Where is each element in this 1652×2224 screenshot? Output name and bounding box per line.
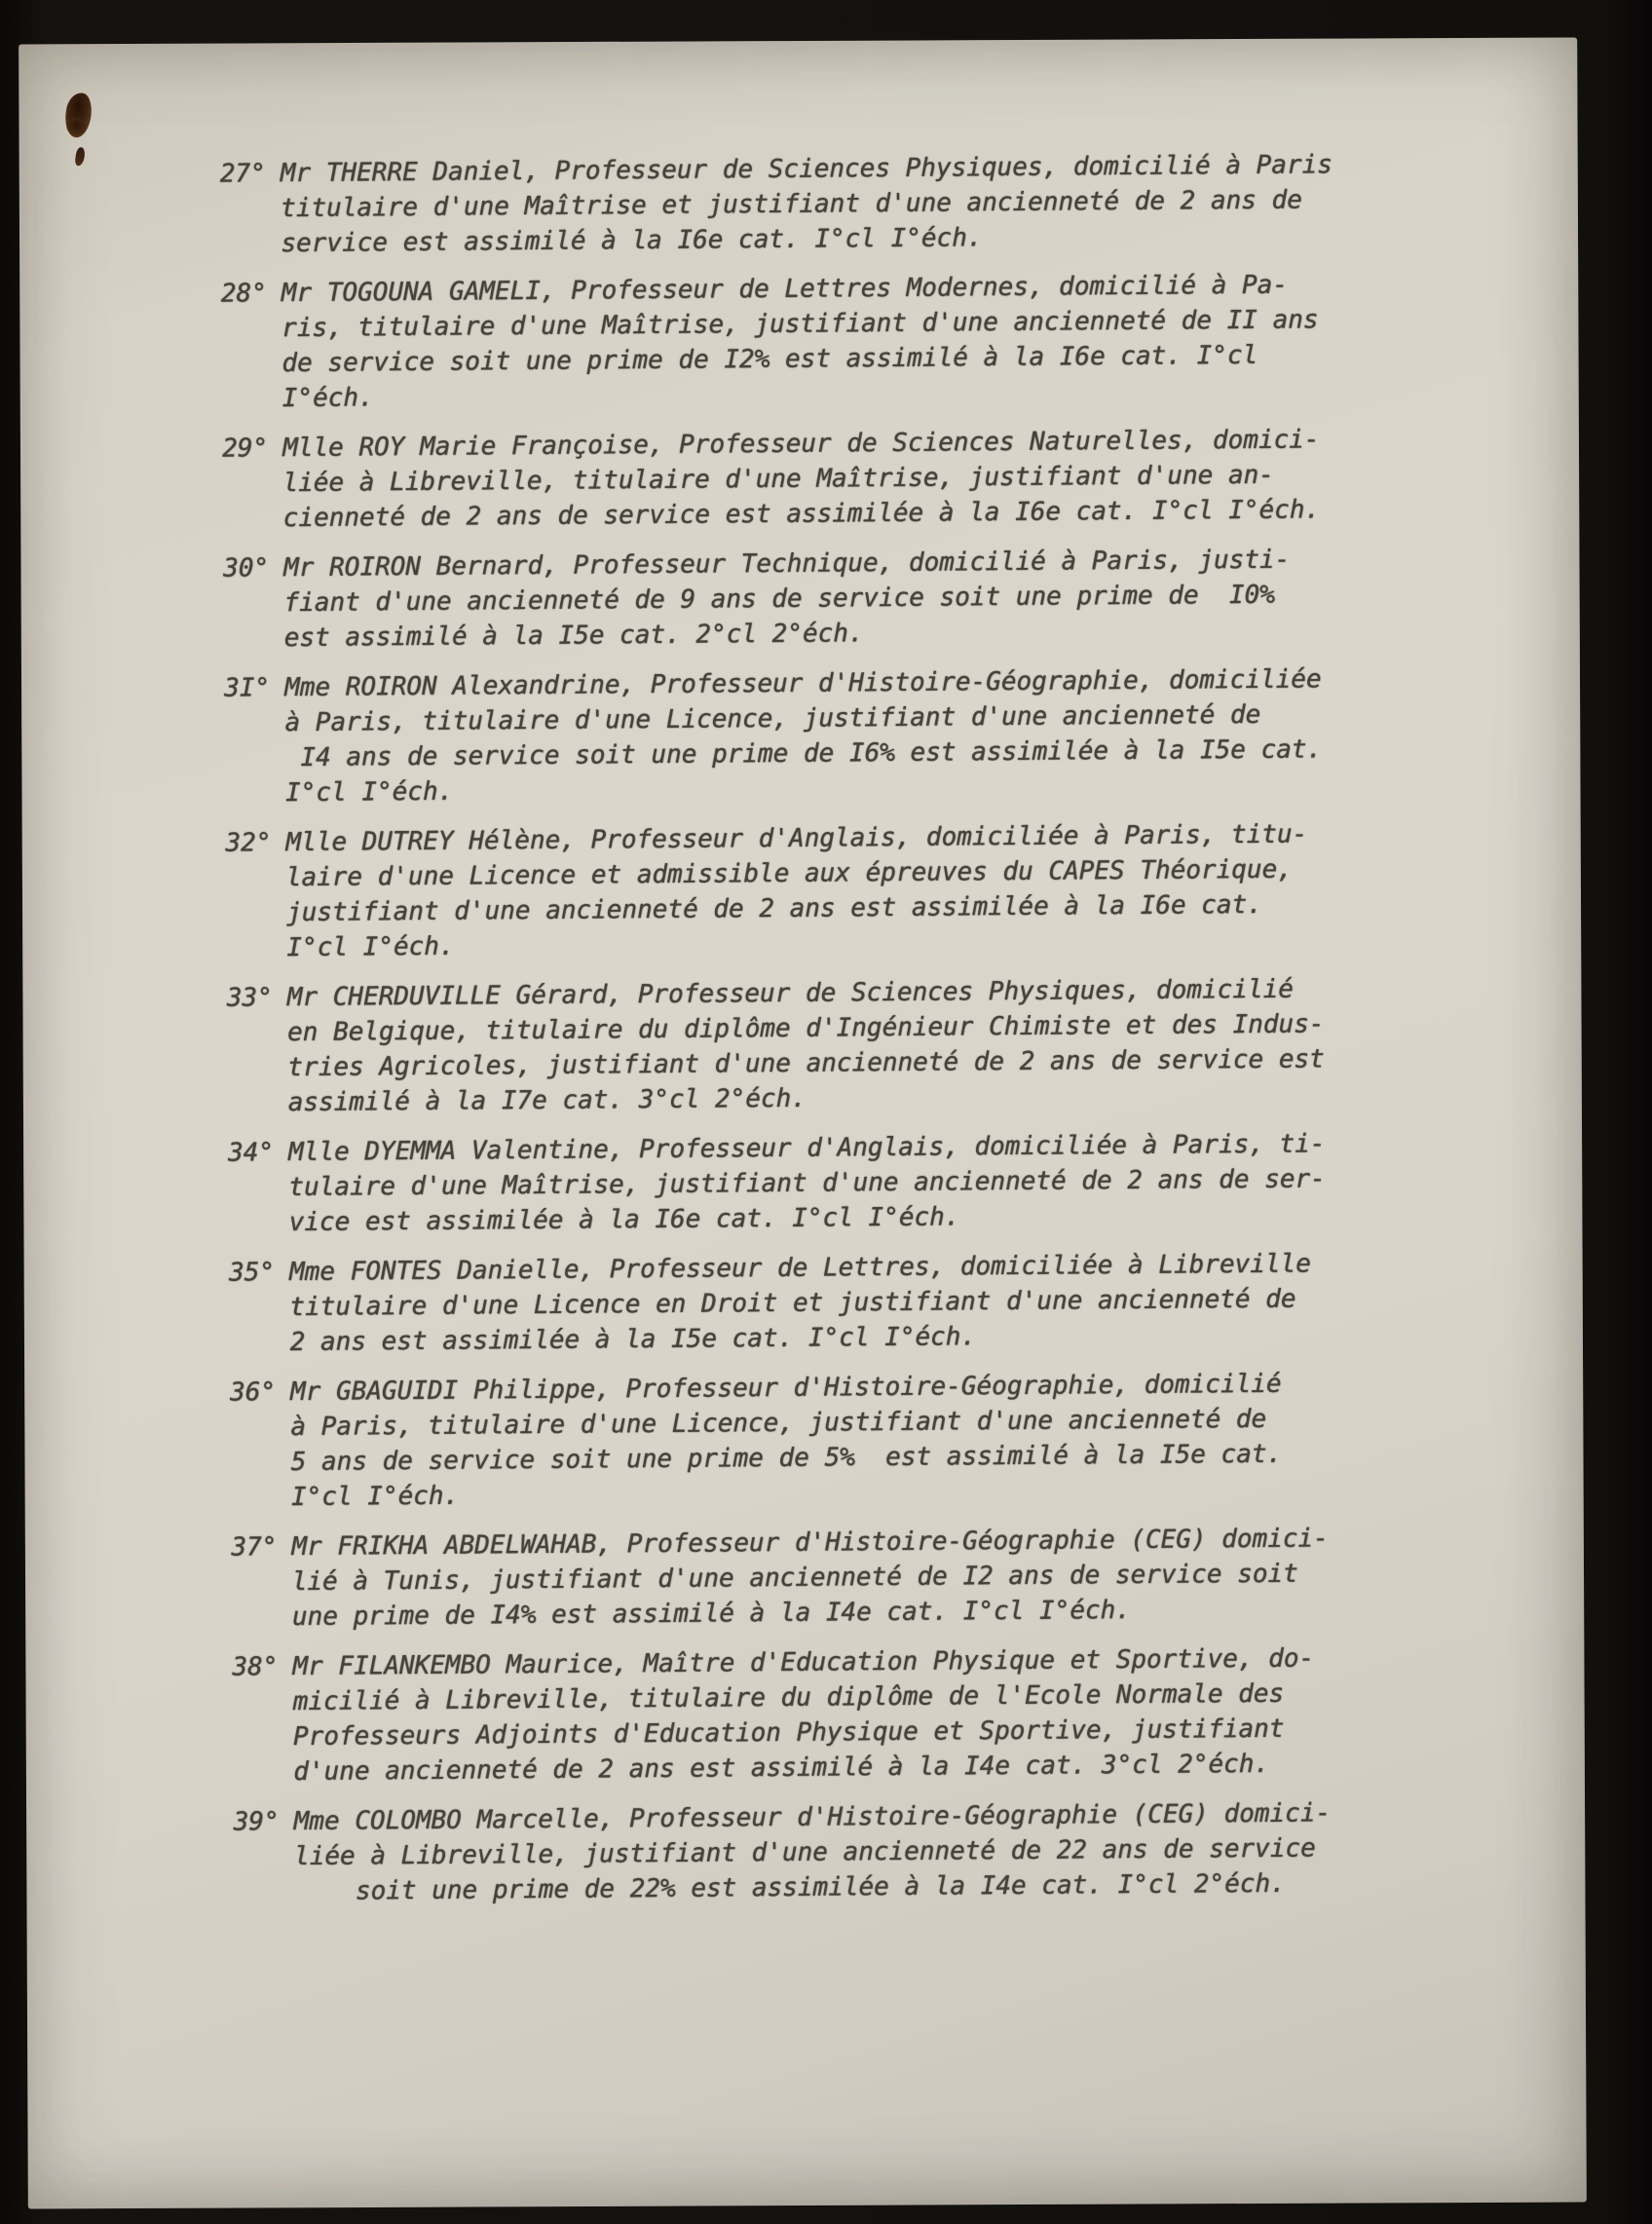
entry-line: une prime de I4% est assimilé à la I4e cat. I°cl I°éch. (291, 1595, 1131, 1633)
entry-line: Mlle DUTREY Hélène, Professeur d'Anglais, domiciliée à Paris, titu- (285, 819, 1308, 858)
entry-line: liée à Libreville, titulaire d'une Maîtrise, justifiant d'une an- (282, 460, 1274, 499)
list-item (228, 1126, 1383, 1241)
entry-line: d'une ancienneté de 2 ans est assimilé à la I4e cat. 3°cl 2°éch. (293, 1749, 1270, 1788)
entry-line: en Belgique, titulaire du diplôme d'Ingénieur Chimiste et des Indus- (286, 1009, 1325, 1048)
entry-line: Mr ROIRON Bernard, Professeur Technique, domicilié à Paris, justi- (283, 545, 1291, 584)
entry-line: laire d'une Licence et admissible aux épreuves du CAPES Théorique, (285, 854, 1293, 893)
entry-line: à Paris, titulaire d'une Licence, justifiant d'une ancienneté de (290, 1404, 1267, 1443)
entry-number: 32° (225, 828, 272, 858)
list-item (220, 147, 1375, 262)
list-item (230, 1366, 1385, 1516)
entry-line: I°cl I°éch. (290, 1481, 460, 1513)
entry-line: à Paris, titulaire d'une Licence, justifiant d'une ancienneté de (284, 699, 1261, 738)
entry-line: tulaire d'une Maîtrise, justifiant d'une ancienneté de 2 ans de ser- (288, 1164, 1326, 1203)
entry-line: est assimilé à la I5e cat. 2°cl 2°éch. (283, 619, 864, 654)
entry-line: Mr CHERDUVILLE Gérard, Professeur de Sciences Physiques, domicilié (286, 974, 1294, 1013)
entry-number: 3I° (224, 673, 271, 703)
entry-line: Mr THERRE Daniel, Professeur de Sciences Physiques, domicilié à Paris (280, 150, 1333, 189)
list-item (225, 816, 1380, 966)
entry-line: Mr GBAGUIDI Philippe, Professeur d'Histoire-Géographie, domicilié (289, 1369, 1282, 1408)
entry-list (220, 147, 1389, 1925)
entry-line: Mr FILANKEMBO Maurice, Maître d'Education Physique et Sportive, do- (292, 1643, 1315, 1682)
entry-number: 33° (226, 983, 273, 1013)
entry-line: service est assimilé à la I6e cat. I°cl I°éch. (281, 223, 983, 259)
entry-line: Mr FRIKHA ABDELWAHAB, Professeur d'Histoire-Géographie (CEG) domici- (291, 1524, 1329, 1563)
entry-line: I°cl I°éch. (284, 776, 454, 809)
entry-line: tries Agricoles, justifiant d'une ancienneté de 2 ans de service est (287, 1044, 1325, 1083)
entry-line: I°éch. (282, 383, 374, 414)
entry-line: I4 ans de service soit une prime de I6% est assimilée à la I5e cat. (284, 735, 1323, 773)
list-item (222, 422, 1377, 537)
entry-line: 5 ans de service soit une prime de 5% est assimilé à la I5e cat. (290, 1439, 1283, 1478)
entry-line: ris, titulaire d'une Maîtrise, justifiant d'une ancienneté de II ans (281, 305, 1319, 344)
entry-line: Mlle DYEMMA Valentine, Professeur d'Anglais, domiciliée à Paris, ti- (287, 1129, 1326, 1168)
entry-line: Mlle ROY Marie Françoise, Professeur de Sciences Naturelles, domici- (282, 425, 1320, 464)
list-item (227, 971, 1382, 1121)
list-item (234, 1795, 1389, 1910)
staple-mark (74, 147, 85, 167)
entry-line: justifiant d'une ancienneté de 2 ans est assimilée à la I6e cat. (285, 889, 1262, 928)
entry-number: 30° (223, 553, 270, 584)
entry-number: 39° (233, 1807, 280, 1837)
entry-number: 27° (219, 159, 266, 189)
entry-number: 34° (227, 1138, 275, 1168)
entry-number: 37° (231, 1532, 278, 1563)
list-item (223, 542, 1378, 657)
entry-line: Mr TOGOUNA GAMELI, Professeur de Lettres Modernes, domicilié à Pa- (281, 270, 1289, 309)
entry-line: cienneté de 2 ans de service est assimilée à la I6e cat. I°cl I°éch. (282, 495, 1321, 534)
entry-line: assimilé à la I7e cat. 3°cl 2°éch. (287, 1083, 807, 1118)
entry-line: Mme FONTES Danielle, Professeur de Lettres, domiciliée à Libreville (288, 1249, 1311, 1288)
entry-line: micilié à Libreville, titulaire du diplôme de l'Ecole Normale des (292, 1678, 1285, 1717)
entry-number: 38° (232, 1652, 279, 1682)
list-item (231, 1521, 1386, 1636)
entry-line: Mme ROIRON Alexandrine, Professeur d'Histoire-Géographie, domiciliée (284, 664, 1322, 703)
entry-line: vice est assimilée à la I6e cat. I°cl I°éch. (288, 1202, 960, 1238)
list-item (229, 1246, 1384, 1361)
entry-number: 29° (222, 433, 269, 464)
entry-line: 2 ans est assimilée à la I5e cat. I°cl I°éch. (289, 1322, 977, 1358)
entry-number: 36° (229, 1377, 277, 1408)
entry-line: fiant d'une ancienneté de 9 ans de service soit une prime de I0% (283, 580, 1275, 619)
ink-blot (63, 92, 93, 138)
entry-line: liée à Libreville, justifiant d'une ancienneté de 22 ans de service (293, 1833, 1316, 1872)
entry-line: Professeurs Adjoints d'Education Physique et Sportive, justifiant (292, 1714, 1285, 1753)
document-page (19, 38, 1587, 2209)
list-item (232, 1640, 1387, 1791)
entry-line: titulaire d'une Maîtrise et justifiant d'une ancienneté de 2 ans de (280, 185, 1302, 224)
list-item (221, 267, 1376, 417)
entry-line: soit une prime de 22% est assimilée à la I4e cat. I°cl 2°éch. (294, 1868, 1286, 1907)
entry-line: Mme COLOMBO Marcelle, Professeur d'Histoire-Géographie (CEG) domici- (293, 1798, 1332, 1837)
entry-line: de service soit une prime de I2% est assimilé à la I6e cat. I°cl (282, 340, 1258, 379)
list-item (224, 661, 1379, 811)
entry-line: I°cl I°éch. (286, 931, 455, 963)
entry-line: titulaire d'une Licence en Droit et justifiant d'une ancienneté de (289, 1284, 1296, 1323)
entry-number: 28° (220, 279, 267, 309)
entry-number: 35° (228, 1258, 276, 1288)
entry-line: lié à Tunis, justifiant d'une ancienneté de I2 ans de service soit (291, 1559, 1298, 1598)
